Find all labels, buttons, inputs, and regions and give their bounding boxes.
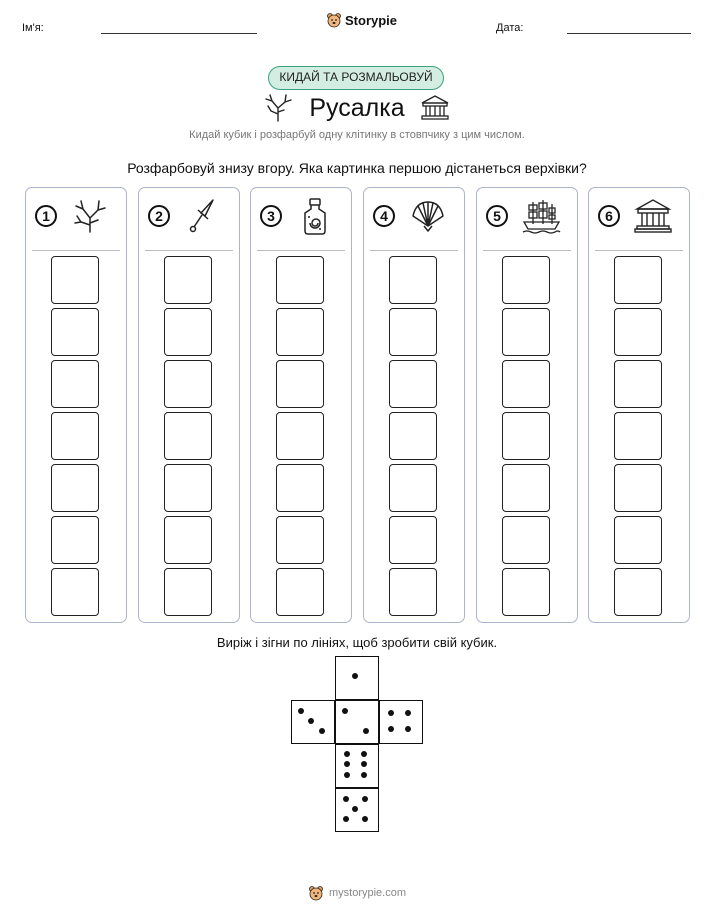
pip [298,708,304,714]
pip [319,728,325,734]
die-face-6 [335,744,379,788]
column-6 [588,187,690,623]
color-cell[interactable] [51,308,99,356]
color-cell[interactable] [51,516,99,564]
color-cell[interactable] [276,464,324,512]
color-cell[interactable] [389,516,437,564]
palace-icon [633,196,673,236]
pip [343,816,349,822]
column-number: 5 [486,205,508,227]
color-cell[interactable] [164,464,212,512]
pip [344,751,350,757]
color-cell[interactable] [614,256,662,304]
pip [361,761,367,767]
color-cell[interactable] [164,256,212,304]
pip [363,728,369,734]
column-divider [370,250,458,251]
bear-logo-icon [308,885,324,901]
color-cell[interactable] [502,308,550,356]
color-cell[interactable] [51,464,99,512]
color-cell[interactable] [276,412,324,460]
pip [361,751,367,757]
pip [405,710,411,716]
date-label: Дата: [496,22,524,34]
pip [344,772,350,778]
die-face-3 [291,700,335,744]
column-1 [25,187,127,623]
column-divider [32,250,120,251]
ship-icon [521,196,561,236]
dagger-icon [183,196,223,236]
color-cell[interactable] [389,360,437,408]
color-cell[interactable] [164,568,212,616]
column-number: 3 [260,205,282,227]
color-cell[interactable] [502,412,550,460]
pip [344,761,350,767]
pip [362,796,368,802]
color-cell[interactable] [164,412,212,460]
activity-badge: КИДАЙ ТА РОЗМАЛЬОВУЙ [268,66,444,90]
name-line[interactable] [101,33,257,34]
bear-logo-icon [326,12,342,28]
cut-instruction: Виріж і зігни по лініях, щоб зробити свій кубик. [216,635,498,650]
potion-bottle-icon [295,196,335,236]
column-4 [363,187,465,623]
color-cell[interactable] [164,516,212,564]
column-divider [145,250,233,251]
instruction: Розфарбовуй знизу вгору. Яка картинка першою дістанеться верхівки? [127,160,587,176]
pip [352,673,358,679]
pip [362,816,368,822]
color-cell[interactable] [51,412,99,460]
die-face-1 [335,656,379,700]
column-number: 6 [598,205,620,227]
footer-url[interactable]: mystorypie.com [328,887,407,899]
pip [405,726,411,732]
die-face-5 [335,788,379,832]
color-cell[interactable] [614,360,662,408]
color-cell[interactable] [614,516,662,564]
die-face-4 [379,700,423,744]
column-number: 1 [35,205,57,227]
pip [361,772,367,778]
color-cell[interactable] [276,568,324,616]
column-number: 4 [373,205,395,227]
seashell-icon [408,196,448,236]
page-title: Русалка [309,94,405,122]
color-cell[interactable] [276,256,324,304]
brand-name: Storypie [345,12,398,28]
color-cell[interactable] [502,256,550,304]
name-label: Ім'я: [22,22,44,34]
color-cell[interactable] [51,360,99,408]
color-cell[interactable] [276,360,324,408]
coral-icon [70,196,110,236]
footer [0,885,714,901]
pip [388,726,394,732]
palace-icon [420,94,450,122]
date-line[interactable] [567,33,691,34]
column-number: 2 [148,205,170,227]
pip [308,718,314,724]
color-cell[interactable] [614,568,662,616]
pip [352,806,358,812]
color-cell[interactable] [502,464,550,512]
color-cell[interactable] [614,308,662,356]
column-divider [257,250,345,251]
pip [343,796,349,802]
color-cell[interactable] [389,412,437,460]
pip [388,710,394,716]
die-face-2 [335,700,379,744]
color-cell[interactable] [276,516,324,564]
color-cell[interactable] [614,412,662,460]
color-cell[interactable] [389,464,437,512]
color-cell[interactable] [389,308,437,356]
column-divider [483,250,571,251]
color-cell[interactable] [502,568,550,616]
column-2 [138,187,240,623]
color-cell[interactable] [614,464,662,512]
color-cell[interactable] [164,360,212,408]
column-5 [476,187,578,623]
color-cell[interactable] [389,256,437,304]
pip [342,708,348,714]
column-divider [595,250,683,251]
color-cell[interactable] [51,256,99,304]
column-3 [250,187,352,623]
color-cell[interactable] [51,568,99,616]
subtitle: Кидай кубик і розфарбуй одну клітинку в стовпчику з цим числом. [189,129,525,141]
color-cell[interactable] [502,516,550,564]
color-cell[interactable] [389,568,437,616]
brand-logo [326,12,397,28]
color-cell[interactable] [164,308,212,356]
color-cell[interactable] [276,308,324,356]
color-cell[interactable] [502,360,550,408]
